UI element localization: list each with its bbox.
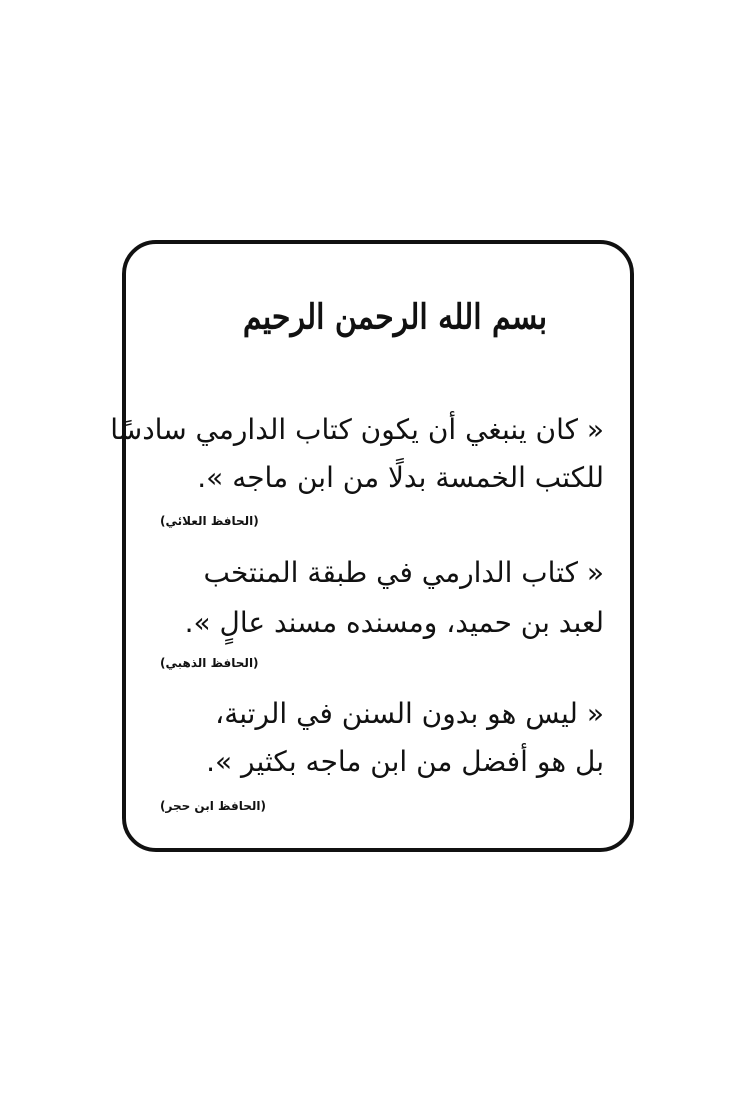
quote-3-attribution: (الحافظ ابن حجر): [160, 799, 266, 813]
quote-1-attribution: (الحافظ العلائي): [160, 514, 259, 528]
basmala-calligraphy: [242, 262, 548, 372]
quote-3-line-2: بل هو أفضل من ابن ماجه بكثير ».: [206, 745, 604, 778]
quote-1-line-2: للكتب الخمسة بدلًا من ابن ماجه ».: [197, 461, 604, 494]
quote-2-attribution: (الحافظ الذهبي): [160, 656, 259, 670]
quote-1-line-1: « كان ينبغي أن يكون كتاب الدارمي سادسًا: [110, 413, 604, 446]
basmala-text: بسم الله الرحمن الرحيم: [242, 296, 548, 338]
quote-2-line-2: لعبد بن حميد، ومسنده مسند عالٍ ».: [184, 606, 604, 639]
quote-3-line-1: « ليس هو بدون السنن في الرتبة،: [215, 697, 604, 730]
quote-2-line-1: « كتاب الدارمي في طبقة المنتخب: [203, 556, 604, 589]
